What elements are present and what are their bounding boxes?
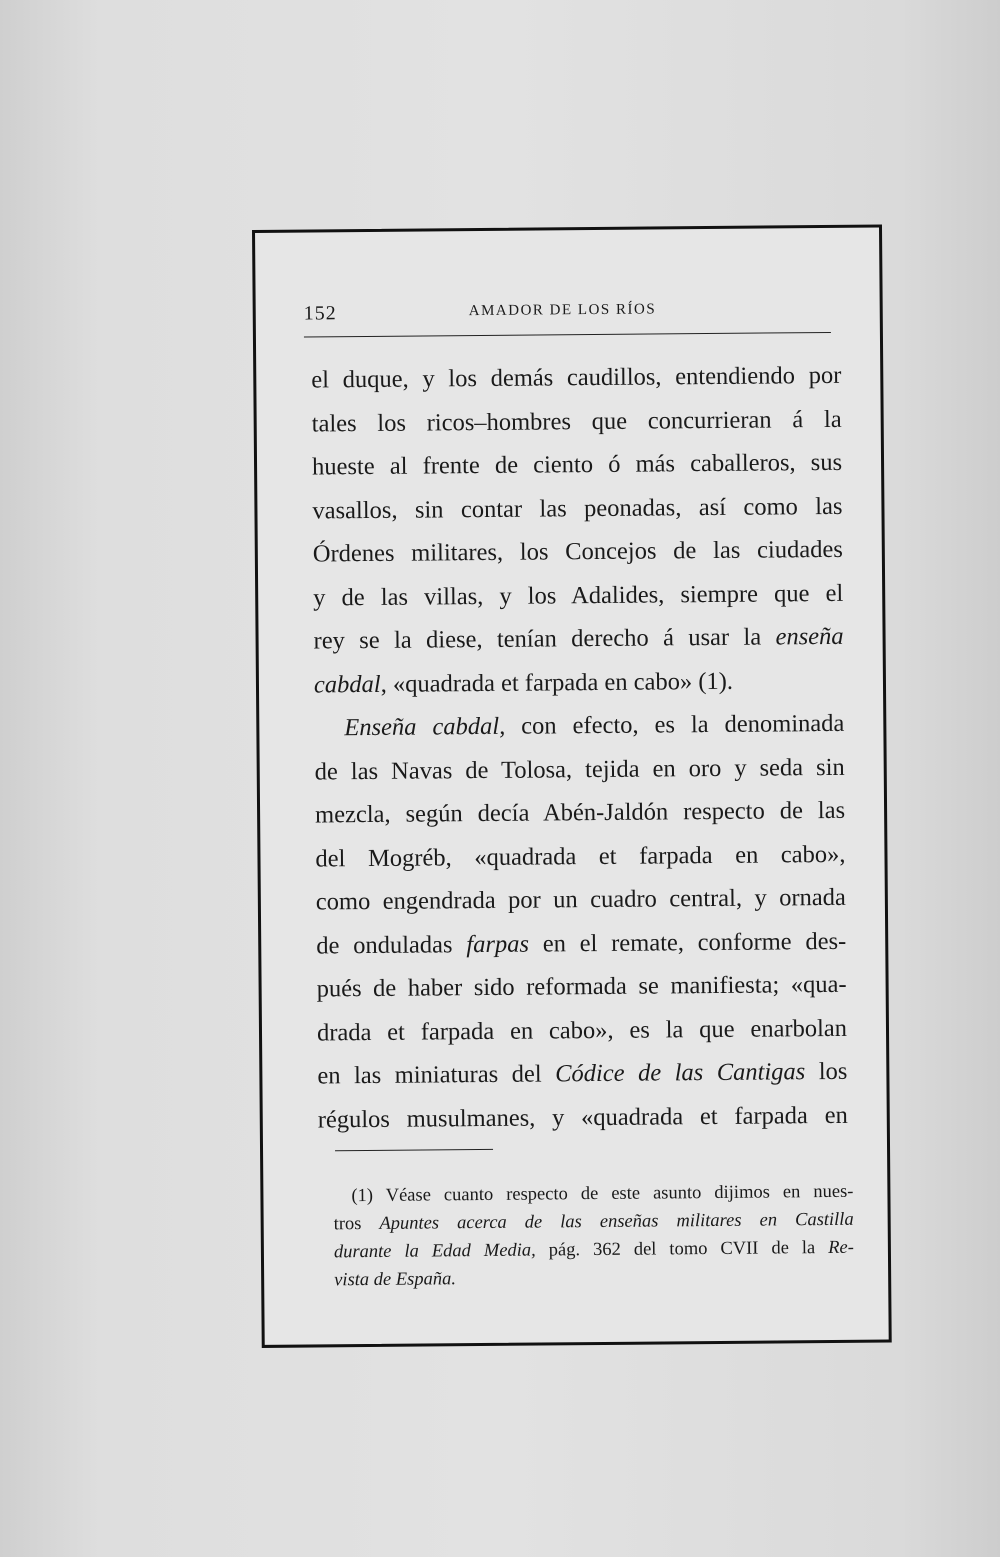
text-span: , «quadrada et farpada en cabo» (1). bbox=[380, 667, 734, 698]
italic-title: Apuntes acerca de las enseñas militares en Castilla bbox=[379, 1209, 854, 1234]
footnote-line bbox=[334, 1206, 854, 1239]
text-span: rey se la diese, tenían derecho á usar la bbox=[313, 623, 776, 655]
text-span: pág. 362 del tomo bbox=[535, 1238, 721, 1261]
volume-number: CVII bbox=[720, 1238, 759, 1259]
text-line: del Mogréb, «quadrada et farpada en cabo», bbox=[315, 840, 846, 872]
italic-title: Códice de las Cantigas bbox=[555, 1058, 806, 1088]
text-span: en las miniaturas del bbox=[317, 1060, 556, 1090]
text-line: el duque, y los demás caudillos, entendiendo por bbox=[311, 361, 842, 394]
footnote bbox=[333, 1178, 854, 1295]
text-line: mezcla, según decía Abén-Jaldón respecto de las bbox=[314, 796, 846, 829]
text-line bbox=[314, 658, 844, 706]
text-line: como engendrada por un cuadro central, y ornada bbox=[315, 883, 846, 916]
text-line bbox=[313, 615, 843, 663]
italic-term: farpas bbox=[466, 930, 530, 958]
footnote-line bbox=[334, 1262, 854, 1295]
page-header bbox=[304, 294, 831, 329]
italic-term: Enseña cabdal, bbox=[344, 712, 506, 742]
text-span: de onduladas bbox=[316, 930, 467, 959]
header-rule bbox=[304, 332, 831, 338]
page-frame bbox=[252, 225, 892, 1348]
running-head: AMADOR DE LOS RÍOS bbox=[468, 301, 657, 320]
text-line: vasallos, sin contar las peonadas, así como las bbox=[312, 492, 843, 524]
text-line: pués de haber sido reformada se manifiesta; «qua- bbox=[316, 970, 847, 1003]
body-text bbox=[311, 354, 848, 1142]
text-line: drada et farpada en cabo», es la que enarbolan bbox=[316, 1014, 848, 1046]
text-span: con efecto, es la denominada bbox=[505, 709, 845, 740]
text-span: en el remate, conforme des- bbox=[528, 927, 847, 958]
text-line bbox=[316, 919, 846, 967]
footnote-rule bbox=[335, 1149, 493, 1151]
italic-term: cabdal bbox=[313, 670, 381, 698]
italic-title: Re- bbox=[828, 1237, 854, 1259]
text-line: régulos musulmanes, y «quadrada et farpada en bbox=[317, 1101, 848, 1133]
text-span: tros bbox=[333, 1213, 380, 1235]
text-span: los bbox=[805, 1057, 848, 1086]
italic-title: vista de España. bbox=[334, 1269, 457, 1291]
page-number: 152 bbox=[303, 302, 337, 325]
text-line: hueste al frente de ciento ó más caballeros, sus bbox=[311, 448, 843, 481]
text-line: y de las villas, y los Adalides, siempre que el bbox=[313, 579, 844, 611]
italic-title: durante la Edad Media, bbox=[333, 1240, 536, 1263]
footnote-line: (1) Véase cuanto respecto de este asunto dijimos en nues- bbox=[351, 1181, 854, 1207]
italic-term: enseña bbox=[775, 622, 844, 651]
text-line: Órdenes militares, los Concejos de las ciudades bbox=[312, 535, 843, 568]
footnote-line bbox=[334, 1234, 854, 1267]
text-line bbox=[317, 1050, 847, 1098]
text-line bbox=[314, 702, 844, 750]
text-span: de la bbox=[758, 1238, 829, 1259]
text-line: de las Navas de Tolosa, tejida en oro y seda sin bbox=[314, 753, 845, 785]
text-line: tales los ricos–hombres que concurrieran á la bbox=[311, 405, 842, 437]
